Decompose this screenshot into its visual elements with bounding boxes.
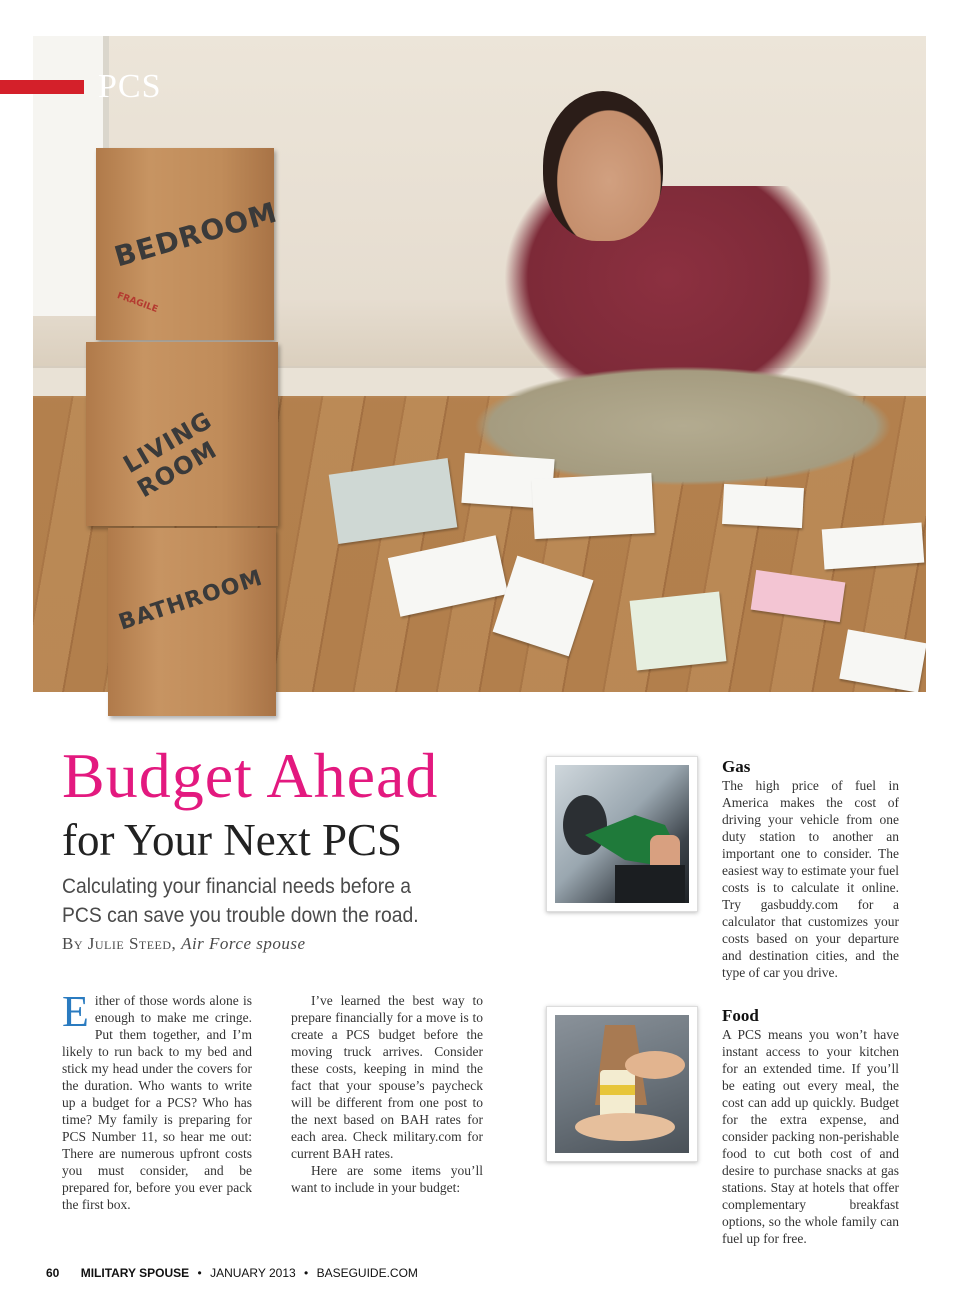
gas-heading: Gas bbox=[722, 757, 751, 776]
page-number: 60 bbox=[46, 1266, 60, 1280]
body-paragraph bbox=[62, 987, 252, 1213]
headline-title: Budget Ahead bbox=[62, 740, 439, 811]
magazine-name: MILITARY SPOUSE bbox=[80, 1266, 190, 1280]
food-heading: Food bbox=[722, 1006, 759, 1025]
food-photo bbox=[546, 1006, 698, 1162]
section-tag: PCS bbox=[98, 68, 162, 105]
dek: Calculating your financial needs before a PCS can save you trouble down the road. bbox=[62, 875, 419, 927]
byline-role: Air Force spouse bbox=[181, 934, 306, 953]
byline-author: By Julie Steed, bbox=[62, 934, 177, 953]
gas-pump-image bbox=[555, 765, 689, 903]
fragile-stamp: FRAGILE bbox=[115, 291, 160, 315]
box-label-bathroom: BATHROOM bbox=[115, 565, 266, 636]
byline bbox=[62, 934, 306, 954]
body-text: ither of those words alone is enough to make me cringe. Put them together, and I’m likely to run back to my bed and stick my head under the covers for the duration. Who wants to write up a budget for a PCS? Who has time? My family is preparing for PCS Number 11, so hear me out: There are numerous upfront costs you must consider, and be prepared for, before you ever pack the first box. bbox=[62, 993, 252, 1212]
section-accent-bar bbox=[0, 80, 84, 94]
body-paragraph: I’ve learned the best way to prepare financially for a move is to create a PCS budget before the moving truck arrives. Consider these costs, keeping in mind the fact that your spouse’s paycheck will be different from one post to the next based on BAH rates for each area. Check military.com for current BAH rates. bbox=[291, 993, 483, 1161]
footer-separator: • bbox=[304, 1266, 309, 1280]
page-footer bbox=[46, 1266, 418, 1280]
issue-date: JANUARY 2013 bbox=[210, 1266, 296, 1280]
box-bathroom bbox=[108, 528, 276, 716]
box-label-living-room: LIVING ROOM bbox=[118, 405, 222, 504]
gas-nozzle-icon bbox=[555, 765, 689, 903]
body-paragraph: Here are some items you’ll want to include in your budget: bbox=[291, 1163, 483, 1195]
box-bedroom bbox=[96, 148, 282, 340]
paper-sheet bbox=[630, 591, 727, 670]
gas-pump-photo bbox=[546, 756, 698, 912]
body-column-2 bbox=[291, 992, 483, 1196]
takeout-food-icon bbox=[555, 1015, 689, 1153]
woman-head bbox=[543, 91, 663, 241]
food-image bbox=[555, 1015, 689, 1153]
box-living-room bbox=[86, 342, 278, 526]
food-text: A PCS means you won’t have instant access to your kitchen for an extended time. If you’ll be eating out every meal, the cost can add up quickly. Budget for the extra expense, and consider packing non-perishable food to cut both cost of and desire to purchase snacks at gas stations. Stay at hotels that offer complementary breakfast options, so the whole family can fuel up for free. bbox=[722, 1027, 899, 1246]
paper-sheet bbox=[822, 523, 925, 570]
drop-cap: E bbox=[62, 987, 89, 1036]
paper-sheet bbox=[532, 473, 655, 539]
headline-subtitle: for Your Next PCS bbox=[62, 815, 403, 865]
box-label-bedroom: BEDROOM bbox=[110, 195, 282, 274]
body-column-1 bbox=[62, 987, 252, 1213]
gas-text: The high price of fuel in America makes the cost of driving your vehicle from one duty station to another an important one to consider. The easiest way to estimate your fuel costs is to calculate it online. Try gasbuddy.com for a calculator that customizes your costs based on your departure and destination cities, and the type of car you drive. bbox=[722, 778, 899, 980]
paper-sheet bbox=[722, 484, 804, 528]
website: BASEGUIDE.COM bbox=[316, 1266, 418, 1280]
footer-separator: • bbox=[197, 1266, 202, 1280]
